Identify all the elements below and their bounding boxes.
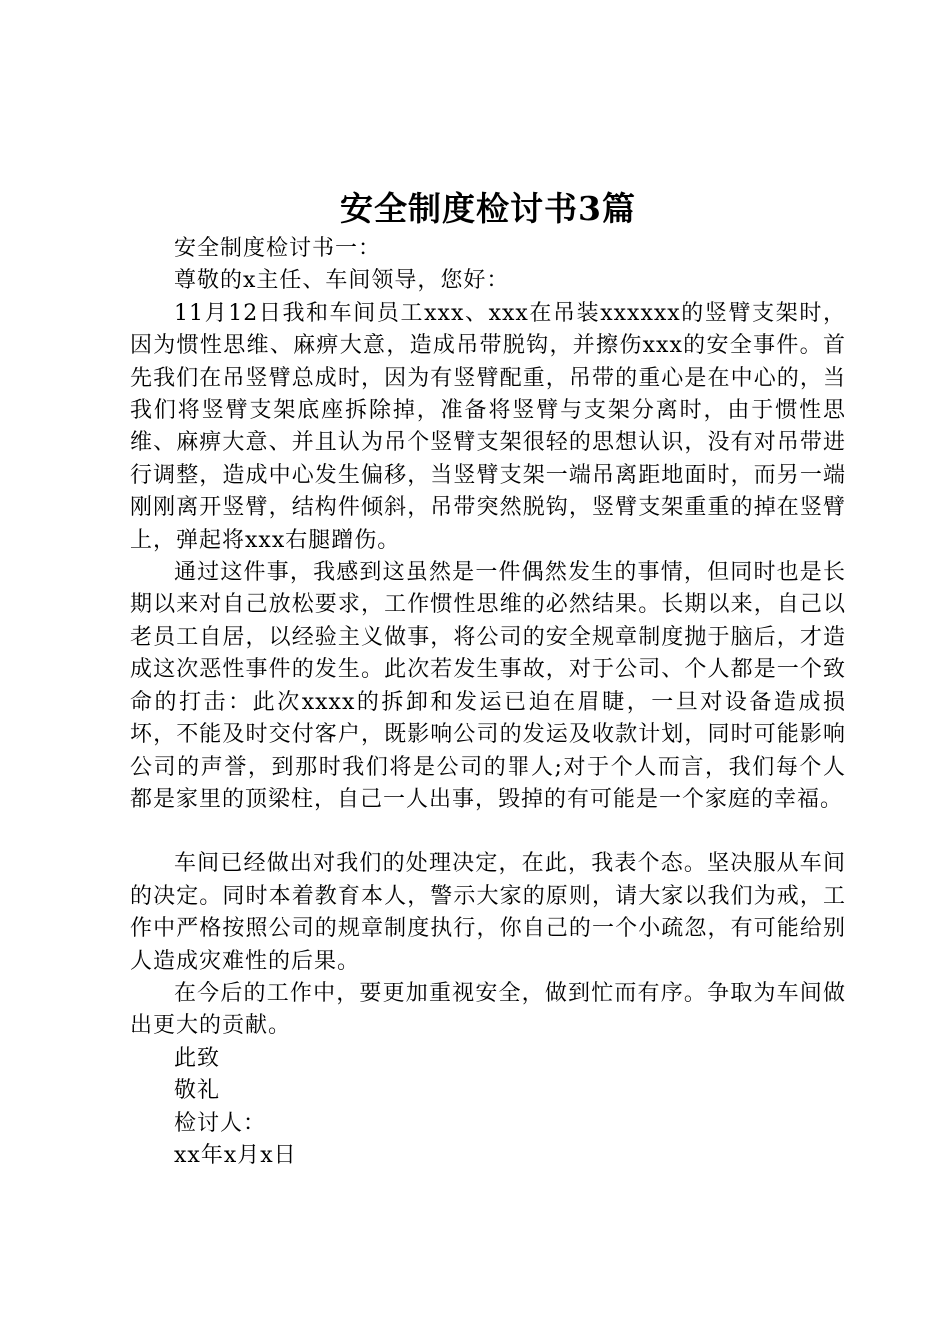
section-heading: 安全制度检讨书一： <box>174 236 382 261</box>
paragraph-decision: 车间已经做出对我们的处理决定，在此，我表个态。坚决服从车间的决定。同时本着教育本人，警示大家的原则，请大家以我们为戒，工作中严格按照公司的规章制度执行，你自己的一个小疏忽，有可能给别人造成灾难性的后果。 <box>130 851 846 974</box>
paragraph-reflection: 通过这件事，我感到这虽然是一件偶然发生的事情，但同时也是长期以来对自己放松要求，工作惯性思维的必然结果。长期以来，自己以老员工自居，以经验主义做事，将公司的安全规章制度抛于脑后，才造成这次恶性事件的发生。此次若发生事故，对于公司、个人都是一个致命的打击：此次xxxx的拆卸和发运已迫在眉睫，一旦对设备造成损坏，不能及时交付客户，既影响公司的发运及收款计划，同时可能影响公司的声誉，到那时我们将是公司的罪人;对于个人而言，我们每个人都是家里的顶梁柱，自己一人出事，毁掉的有可能是一个家庭的幸福。 <box>130 560 846 812</box>
closing-cizhi: 此致 <box>174 1045 221 1071</box>
paragraph-commitment: 在今后的工作中，要更加重视安全，做到忙而有序。争取为车间做出更大的贡献。 <box>130 980 846 1039</box>
paragraph-spacer <box>130 816 846 848</box>
signature-date: xx年x月x日 <box>174 1142 297 1168</box>
document-title: 安全制度检讨书3篇 <box>340 189 636 228</box>
closing-jingli: 敬礼 <box>174 1078 221 1104</box>
document-page <box>130 185 846 1172</box>
salutation: 尊敬的x主任、车间领导，您好： <box>174 268 510 294</box>
signature-label: 检讨人： <box>174 1110 267 1136</box>
document-body <box>130 233 846 1172</box>
paragraph-incident: 11月12日我和车间员工xxx、xxx在吊装xxxxxx的竖臂支架时，因为惯性思维、麻痹大意，造成吊带脱钩，并擦伤xxx的安全事件。首先我们在吊竖臂总成时，因为有竖臂配重，吊带的重心是在中心的，当我们将竖臂支架底座拆除掉，准备将竖臂与支架分离时，由于惯性思维、麻痹大意、并且认为吊个竖臂支架很轻的思想认识，没有对吊带进行调整，造成中心发生偏移，当竖臂支架一端吊离距地面时，而另一端刚刚离开竖臂，结构件倾斜，吊带突然脱钩，竖臂支架重重的掉在竖臂上，弹起将xxx右腿蹭伤。 <box>130 300 846 553</box>
